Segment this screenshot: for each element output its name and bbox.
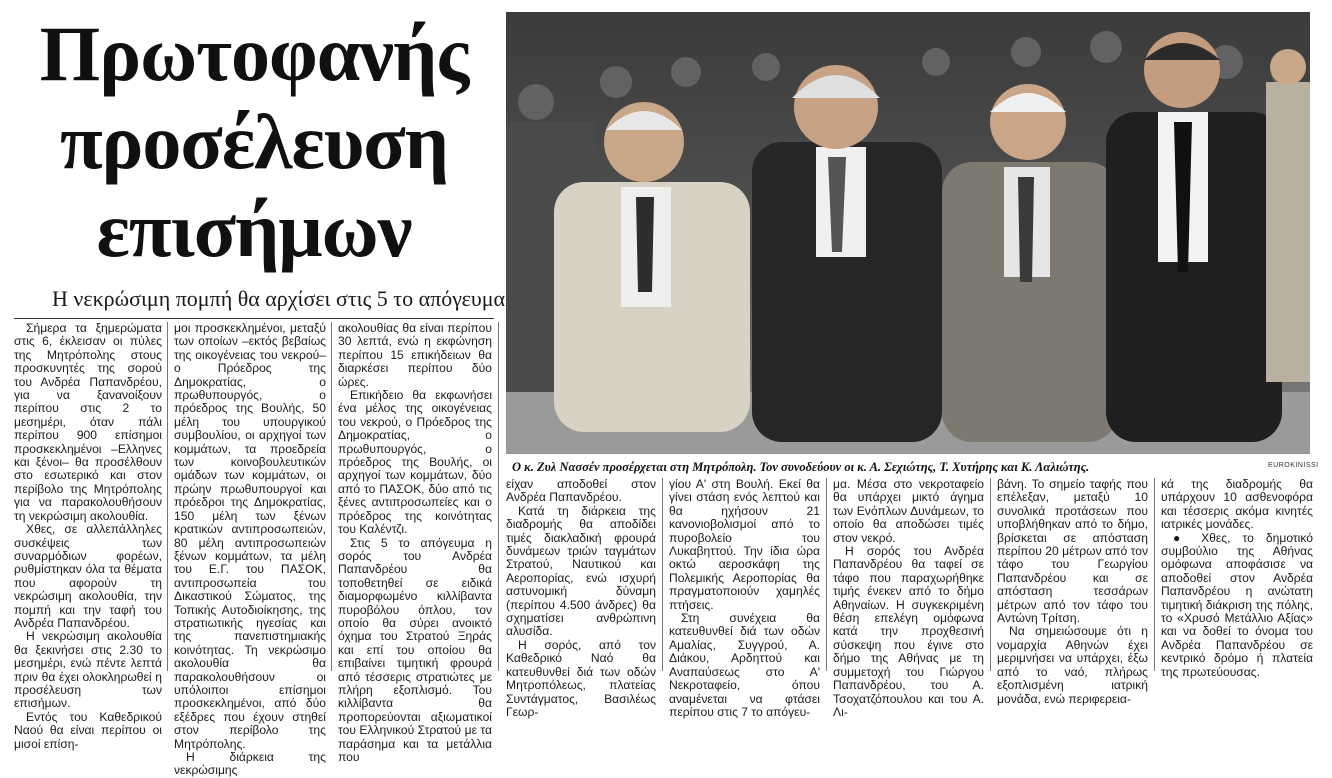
paragraph: Στις 5 το απόγευμα η σορός του Ανδρέα Παπανδρέου θα τοποθετηθεί σε ειδικά διαμορφωμένο κιλλίβαντα πυροβόλου όπλου, τον οποίο θα σύρει ανοικτό όχημα του Στρατού Ξηράς και επί του οποίου θα επιβαίνει τιμητική φρουρά από τέσσερις στρατιώτες με πλήρη εξοπλισμό. Του κιλλίβαντα θα προπορεύονται αξιωματικοί του Ελληνικού Στρατού με τα παράσημα και τα μετάλλια που [338,535,492,764]
photo-credit: EUROKINISSI [1268,462,1319,469]
paragraph: Κατά τη διάρκεια της διαδρομής θα αποδίδει τιμές διακλαδική φρουρά δυνάμεων τριών ταγμάτων Στρατού, Ναυτικού και Αεροπορίας, ενώ ισχυρή αστυνομική δύναμη (περίπου 4.500 άνδρες) θα σχηματίσει ανθρώπινη αλυσίδα. [506,503,656,639]
paragraph: μα. Μέσα στο νεκροταφείο θα υπάρχει μικτό άγημα των Ενόπλων Δυνάμεων, το οποίο θα αποδώσει τιμές στον νεκρό. [833,477,984,545]
article-column-7 [997,477,1148,706]
column-divider [498,322,499,671]
column-divider [331,322,332,671]
column-divider [990,478,991,671]
paragraph: Επικήδειο θα εκφωνήσει ένα μέλος της οικογένειας του νεκρού, ο Πρόεδρος της Δημοκρατίας, ο πρωθυπουργός, ο πρόεδρος της Βουλής, οι αρχηγοί των κομμάτων, δύο από το ΠΑΣΟΚ, δύο από τις ξένες αντιπροσωπείες και ο πρόεδρος της κοινότητας του Καλέντζι. [338,388,492,537]
paragraph: Χθες, σε αλλεπάλληλες συσκέψεις των συναρμόδιων φορέων, ρυθμίστηκαν όλα τα θέματα που αφορούν τη νεκρώσιμη ακολουθία, την πομπή και την ταφή του Ανδρέα Παπανδρέου. [14,522,162,630]
photo-illustration [506,12,1310,454]
article-column-4 [506,477,656,719]
photo-caption: Ο κ. Ζυλ Νασσέν προσέρχεται στη Μητρόπολη. Τον συνοδεύουν οι κ. Α. Σεχιώτης, Τ. Χυτήρης και Κ. Λαλιώτης. [512,460,1090,474]
paragraph: είχαν αποδοθεί στον Ανδρέα Παπανδρέου. [506,477,656,505]
headline-line-1: Πρωτοφανής [39,10,469,97]
paragraph: Να σημειώσουμε ότι η νομαρχία Αθηνών έχει μεριμνήσει να υπάρχει, έξω από το ναό, πλήρως εξοπλισμένη ιατρική μονάδα, ενώ περιφερεια- [997,624,1148,706]
article-column-5 [669,477,820,719]
paragraph: μοι προσκεκλημένοι, μεταξύ των οποίων –εκτός βεβαίως της οικογένειας του νεκρού– ο Πρόεδρος της Δημοκρατίας, ο πρωθυπουργός, ο πρόεδρος της Βουλής, 50 μέλη του υπουργικού συμβουλίου, οι αρχηγοί των κομμάτων, τα προεδρεία των κοινοβουλευτικών ομάδων των κομμάτων, οι πρώην πρωθυπουργοί και πρόεδροι της Δημοκρατίας, 150 μέλη των ξένων κρατικών αντιπροσωπειών, 80 μέλη αντιπροσωπειών ξένων κομμάτων, τα μέλη του Ε.Γ. του ΠΑΣΟΚ, αντιπροσωπεία του Δικαστικού Σώματος, της Τοπικής Αυτοδιοίκησης, της στρατιωτικής ηγεσίας και της πανεπιστημιακής κοινότητας. Τη νεκρώσιμο ακολουθία θα παρακολουθήσουν οι υπόλοιποι επίσημοι προσκεκλημένοι, από δύο εξέδρες που έχουν στηθεί στον περίβολο της Μητρόπολης. [174,321,326,751]
headline [14,10,494,274]
headline-line-3: επισήμων [96,186,412,273]
column-divider [167,322,168,671]
article-column-8 [1161,477,1313,679]
paragraph: Η σορός του Ανδρέα Παπανδρέου θα ταφεί σε τάφο που παραχωρήθηκε τιμής ένεκεν από το δήμο Αθηναίων. Η συγκεκριμένη θέση επελέγη ομόφωνα κατά την προχθεσινή σύσκεψη που έγινε στο δήμο της Αθήνας με τη συμμετοχή του Γιώργου Παπανδρέου, του Α. Τσοχατζόπουλου και του Α. Λι- [833,544,984,719]
paragraph: Στη συνέχεια θα κατευθυνθεί διά των οδών Αμαλίας, Συγγρού, Α. Διάκου, Αρδηττού και Αναπαύσεως στο Α' Νεκροταφείο, όπου αναμένεται να φτάσει περίπου στις 7 το απόγευ- [669,611,820,719]
subheadline-rule [14,318,494,319]
paragraph: ακολουθίας θα είναι περίπου 30 λεπτά, ενώ η εκφώνηση περίπου 15 επικήδειων θα διαρκέσει περίπου δύο ώρες. [338,321,492,389]
paragraph: βάνη. Το σημείο ταφής που επέλεξαν, μεταξύ 10 συνολικά προτάσεων που υποβλήθηκαν από το δήμο, βρίσκεται σε απόσταση περίπου 20 μέτρων από τον τάφο του Γεωργίου Παπανδρέου και σε απόσταση τεσσάρων μέτρων από τον τάφο του Αντώνη Τρίτση. [997,477,1148,626]
article-column-2 [174,321,326,778]
paragraph: Εντός του Καθεδρικού Ναού θα είναι περίπου οι μισοί επίση- [14,709,162,751]
paragraph: ● Χθες, το δημοτικό συμβούλιο της Αθήνας ομόφωνα αποφάσισε να αποδοθεί στον Ανδρέα Παπανδρέου η ανώτατη τιμητική διάκριση της πόλης, το «Χρυσό Μετάλλιο Αξίας» και να δοθεί το όνομα του Ανδρέα Παπανδρέου σε κεντρικό δρόμο ή πλατεία της πρωτεύουσας. [1161,530,1313,679]
article-column-6 [833,477,984,719]
subheadline: Η νεκρώσιμη πομπή θα αρχίσει στις 5 το απόγευμα [52,286,506,311]
paragraph: Η νεκρώσιμη ακολουθία θα ξεκινήσει στις 2.30 το μεσημέρι, ενώ πέντε λεπτά πριν θα έχει ολοκληρωθεί η προσέλευση των επισήμων. [14,629,162,711]
article-column-3 [338,321,492,764]
column-divider [826,478,827,671]
paragraph: Η διάρκεια της νεκρώσιμης [174,750,326,778]
column-divider [1154,478,1155,671]
paragraph: γίου Α' στη Βουλή. Εκεί θα γίνει στάση ενός λεπτού και θα ηχήσουν 21 κανονιοβολισμοί από το πυροβολείο του Λυκαβηττού. Την ίδια ώρα οκτώ αεροσκάφη της Πολεμικής Αεροπορίας θα πραγματοποιούν χαμηλές πτήσεις. [669,477,820,612]
news-photo [506,12,1310,454]
column-divider [662,478,663,671]
headline-line-2: προσέλευση [59,98,449,185]
paragraph: Σήμερα τα ξημερώματα στις 6, έκλεισαν οι πύλες της Μητρόπολης στους προσκυνητές της σορού του Ανδρέα Παπανδρέου, για να ξανανοίξουν περίπου στις 2 το μεσημέρι, όταν πάλι περίπου 900 επίσημοι προσκεκλημένοι –Ελληνες και ξένοι– θα προσέλθουν στο εσωτερικό και στον περίβολο της Μητρόπολης για να παρακολουθήσουν τη νεκρώσιμη ακολουθία. [14,321,162,523]
article-column-1 [14,321,162,751]
paragraph: Η σορός, από τον Καθεδρικό Ναό θα κατευθυνθεί διά των οδών Μητροπόλεως, πλατείας Συντάγματος, Βασιλέως Γεωρ- [506,637,656,719]
paragraph: κά της διαδρομής θα υπάρχουν 10 ασθενοφόρα και τέσσερις ακόμα κινητές ιατρικές μονάδες. [1161,477,1313,532]
